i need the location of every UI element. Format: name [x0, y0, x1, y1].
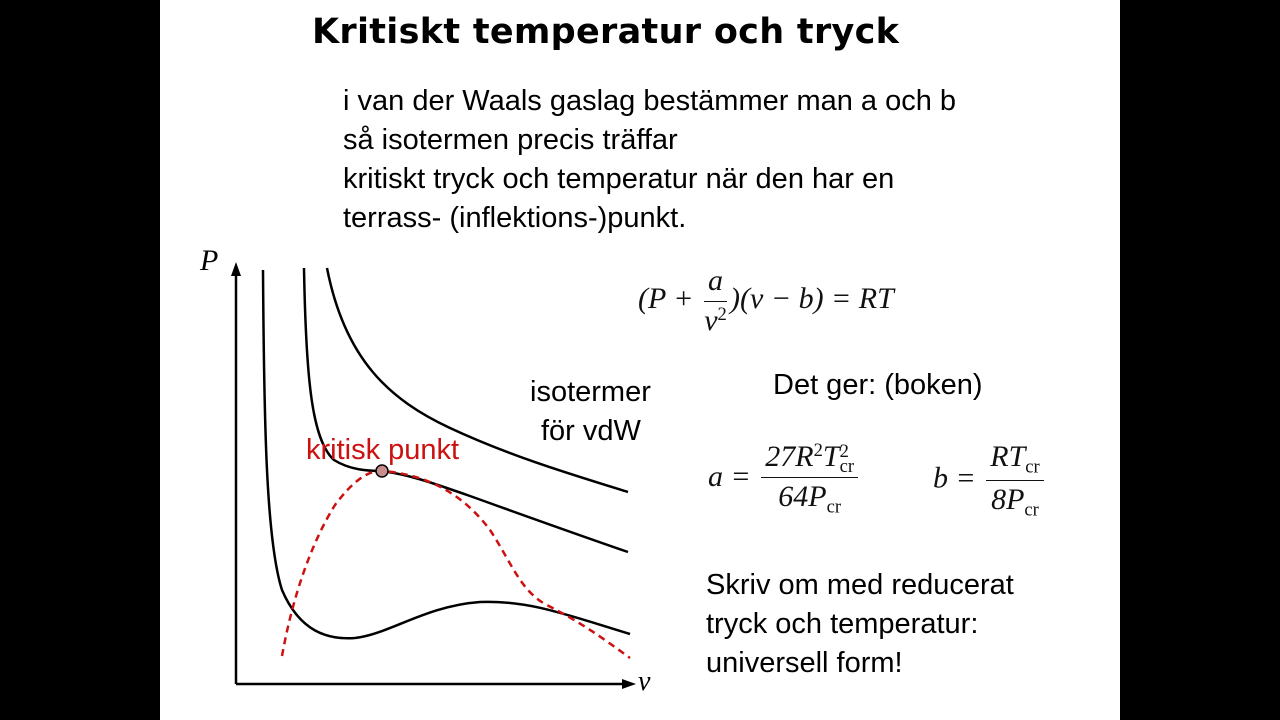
slide-title: Kritiskt temperatur och tryck: [312, 12, 900, 52]
critical-point-marker: [376, 465, 388, 477]
frac-denominator: v: [704, 303, 718, 337]
x-axis-label: v: [638, 666, 651, 697]
y-axis-arrow-icon: [231, 262, 241, 276]
formula-a-lhs: a =: [708, 459, 759, 493]
coexistence-curve: [282, 471, 630, 658]
rewrite-text: [706, 566, 1014, 683]
intro-line: terrass- (inflektions-)punkt.: [343, 202, 687, 234]
equation-fraction: [704, 264, 727, 338]
formula-b-lhs: b =: [933, 461, 984, 495]
formula-a-T-scripts: [839, 440, 855, 478]
formula-a-den: 64P: [778, 480, 827, 514]
rewrite-line: tryck och temperatur:: [706, 608, 979, 640]
det-ger-text: Det ger: (boken): [773, 369, 983, 401]
formula-b-fraction: [986, 440, 1043, 521]
formula-a-fraction: [761, 440, 858, 518]
formula-b: [933, 440, 1047, 521]
vdw-equation: [638, 264, 894, 338]
x-axis-arrow-icon: [622, 679, 636, 689]
formula-a-num-T: T: [822, 440, 840, 474]
intro-line: så isotermen precis träffar: [343, 124, 678, 156]
rewrite-line: universell form!: [706, 647, 903, 679]
equation-open: (P +: [638, 282, 702, 315]
intro-line: i van der Waals gaslag bestämmer man a och b: [343, 85, 957, 117]
formula-a: [708, 440, 861, 518]
isotherm-critical: [304, 268, 628, 552]
intro-line: kritiskt tryck och temperatur när den har en: [343, 163, 895, 195]
formula-b-den-sub: cr: [1024, 499, 1039, 521]
critical-point-label: kritisk punkt: [306, 434, 460, 466]
isotherm-label-line: isotermer: [530, 376, 651, 408]
slide: [160, 0, 1120, 720]
formula-a-T-sub: cr: [839, 456, 855, 478]
rewrite-line: Skriv om med reducerat: [706, 569, 1014, 601]
formula-b-num: RT: [990, 440, 1026, 473]
y-axis-label: P: [200, 244, 219, 277]
formula-a-T-sup: 2: [839, 440, 849, 462]
formula-a-num-exp: 2: [813, 440, 823, 461]
formula-b-num-sub: cr: [1025, 456, 1040, 478]
formula-b-den: 8P: [991, 482, 1025, 516]
equation-close: )(v − b) = RT: [730, 282, 894, 315]
formula-a-num: 27R: [765, 440, 814, 474]
frac-exponent: 2: [717, 303, 727, 325]
formula-a-den-sub: cr: [826, 496, 842, 518]
frac-numerator: a: [708, 264, 724, 297]
isotherm-label-line: för vdW: [541, 415, 641, 447]
